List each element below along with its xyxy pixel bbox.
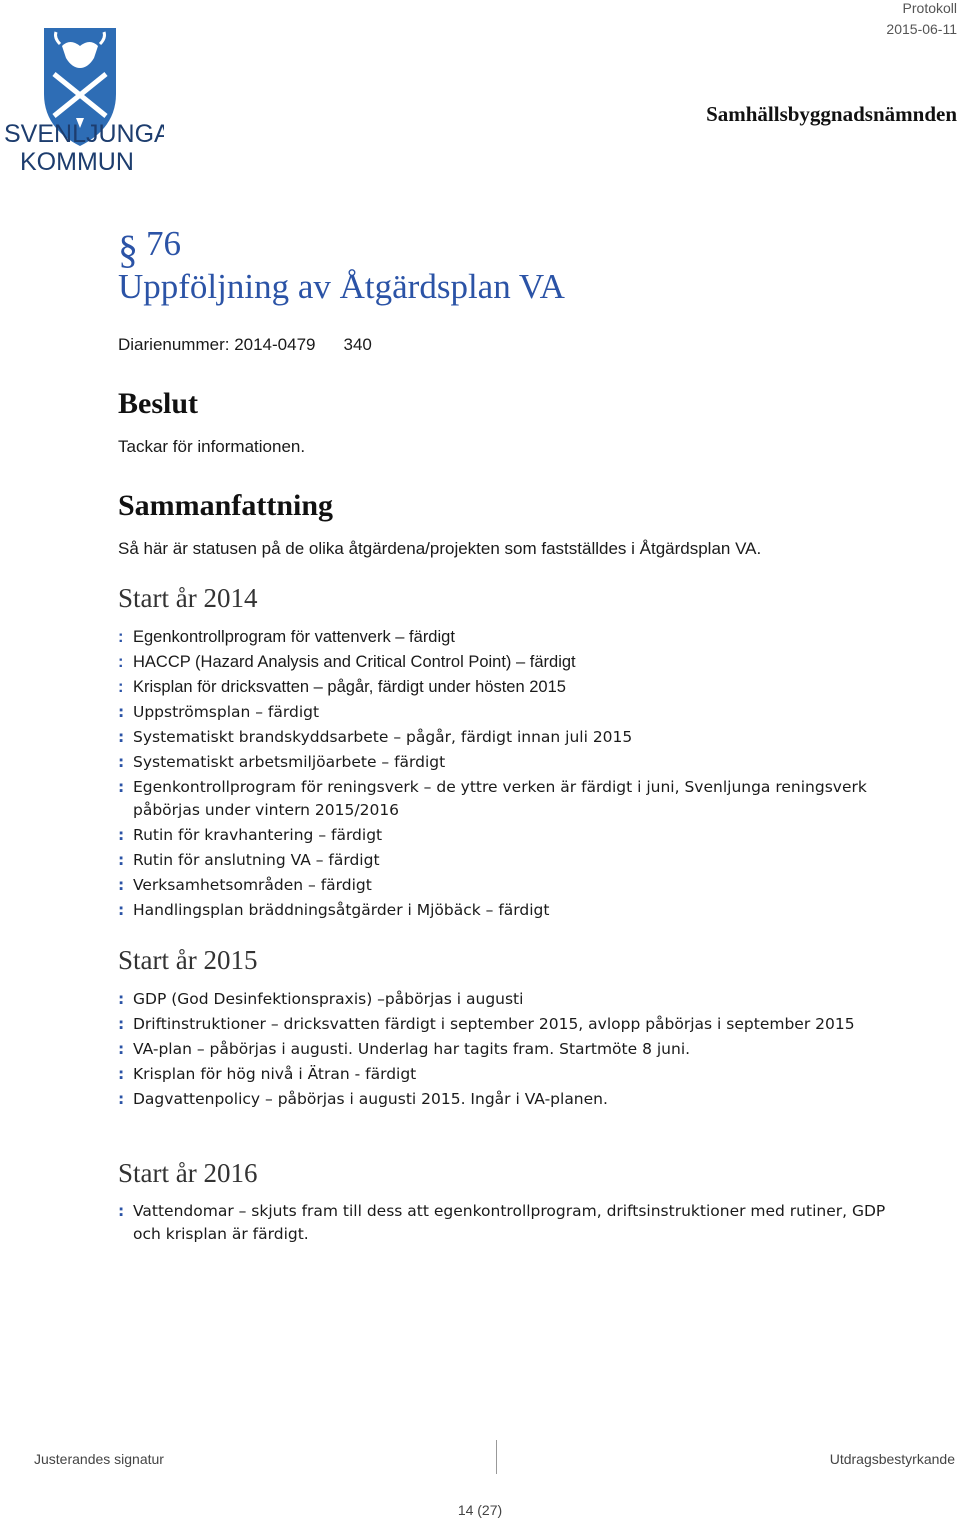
bullet-icon: : [118, 728, 125, 746]
bullet-icon: : [118, 703, 125, 721]
list-item-text: Egenkontrollprogram för vattenverk – färdigt [133, 628, 455, 646]
bullet-icon: : [118, 851, 125, 869]
list-item-text: GDP (God Desinfektionspraxis) –påbörjas i augusti [133, 990, 524, 1008]
list-item-text: Rutin för kravhantering – färdigt [133, 826, 383, 844]
bullet-icon: : [118, 1202, 125, 1220]
diarie-code: 340 [343, 335, 372, 354]
bullet-icon: : [118, 653, 124, 671]
bullet-icon: : [118, 901, 125, 919]
list-item-text: Uppströmsplan – färdigt [133, 703, 320, 721]
bullet-icon: : [118, 1065, 125, 1083]
list-item [118, 988, 888, 1011]
list-item-text: Driftinstruktioner – dricksvatten färdigt i september 2015, avlopp påbörjas i september 2015 [133, 1015, 855, 1033]
list-item-text: Systematiskt brandskyddsarbete – pågår, färdigt innan juli 2015 [133, 728, 633, 746]
list-item [118, 1038, 888, 1061]
list-item-text: Vattendomar – skjuts fram till dess att egenkontrollprogram, driftsinstruktioner med rutiner, GDP och krisplan är färdigt. [133, 1202, 886, 1243]
bullet-icon: : [118, 826, 125, 844]
list-item [118, 676, 888, 699]
bullet-icon: : [118, 628, 124, 646]
municipality-logo [4, 24, 164, 176]
list-item [118, 1063, 888, 1086]
list-item [118, 1200, 888, 1246]
beslut-text: Tackar för informationen. [118, 437, 306, 456]
logo-text-svenljunga: SVENLJUNGA [4, 120, 164, 148]
list-item [118, 651, 888, 674]
list-item-text: VA-plan – påbörjas i augusti. Underlag har tagits fram. Startmöte 8 juni. [133, 1040, 691, 1058]
paragraph-symbol: § [118, 227, 138, 272]
section-number-value: 76 [146, 224, 181, 263]
list-item-text: Egenkontrollprogram för reningsverk – de yttre verken är färdigt i juni, Svenljunga reningsverk påbörjas under vintern 2015/2016 [133, 778, 867, 819]
list-item-text: Dagvattenpolicy – påbörjas i augusti 2015. Ingår i VA-planen. [133, 1090, 608, 1108]
list-item-text: Handlingsplan bräddningsåtgärder i Mjöbäck – färdigt [133, 901, 550, 919]
list-item [118, 824, 888, 847]
list-item-text: Rutin för anslutning VA – färdigt [133, 851, 380, 869]
list-item [118, 1013, 888, 1036]
diarie-label: Diarienummer: 2014-0479 [118, 335, 316, 354]
list-item-text: Verksamhetsområden – färdigt [133, 876, 372, 894]
status-list-2014 [118, 626, 888, 924]
heading-sammanfattning: Sammanfattning [118, 489, 334, 522]
list-item-text: Systematiskt arbetsmiljöarbete – färdigt [133, 753, 446, 771]
list-item-text: Krisplan för dricksvatten – pågår, färdigt under hösten 2015 [133, 678, 566, 696]
list-item-text: Krisplan för hög nivå i Ätran - färdigt [133, 1065, 417, 1083]
list-item [118, 751, 888, 774]
group-heading-2014: Start år 2014 [118, 583, 258, 613]
bullet-icon: : [118, 990, 125, 1008]
list-item [118, 726, 888, 749]
bullet-icon: : [118, 1040, 125, 1058]
list-item [118, 776, 888, 822]
list-item [118, 849, 888, 872]
sammanfattning-intro: Så här är statusen på de olika åtgärdena/projekten som fastställdes i Åtgärdsplan VA. [118, 539, 762, 558]
diarie-number [118, 335, 372, 355]
bullet-icon: : [118, 678, 124, 696]
department-name: Samhällsbyggnadsnämnden [706, 102, 957, 126]
list-item [118, 874, 888, 897]
list-item [118, 899, 888, 922]
list-item [118, 626, 888, 649]
bullet-icon: : [118, 753, 125, 771]
footer-excerpt-label: Utdragsbestyrkande [829, 1451, 955, 1467]
document-date: 2015-06-11 [886, 21, 957, 37]
status-list-2015 [118, 988, 888, 1113]
group-heading-2015: Start år 2015 [118, 945, 258, 975]
section-title: Uppföljning av Åtgärdsplan VA [118, 267, 565, 306]
status-list-2016 [118, 1200, 888, 1248]
list-item-text: HACCP (Hazard Analysis and Critical Control Point) – färdigt [133, 653, 576, 671]
logo-text-kommun: KOMMUN [20, 148, 134, 176]
bullet-icon: : [118, 778, 125, 796]
footer-divider [496, 1440, 497, 1474]
list-item [118, 1088, 888, 1111]
footer-signature-label: Justerandes signatur [34, 1451, 164, 1467]
group-heading-2016: Start år 2016 [118, 1158, 258, 1188]
bullet-icon: : [118, 1090, 125, 1108]
list-item [118, 701, 888, 724]
page-number: 14 (27) [457, 1502, 503, 1518]
heading-beslut: Beslut [118, 387, 199, 420]
bullet-icon: : [118, 876, 125, 894]
bullet-icon: : [118, 1015, 125, 1033]
document-type: Protokoll [902, 0, 957, 16]
